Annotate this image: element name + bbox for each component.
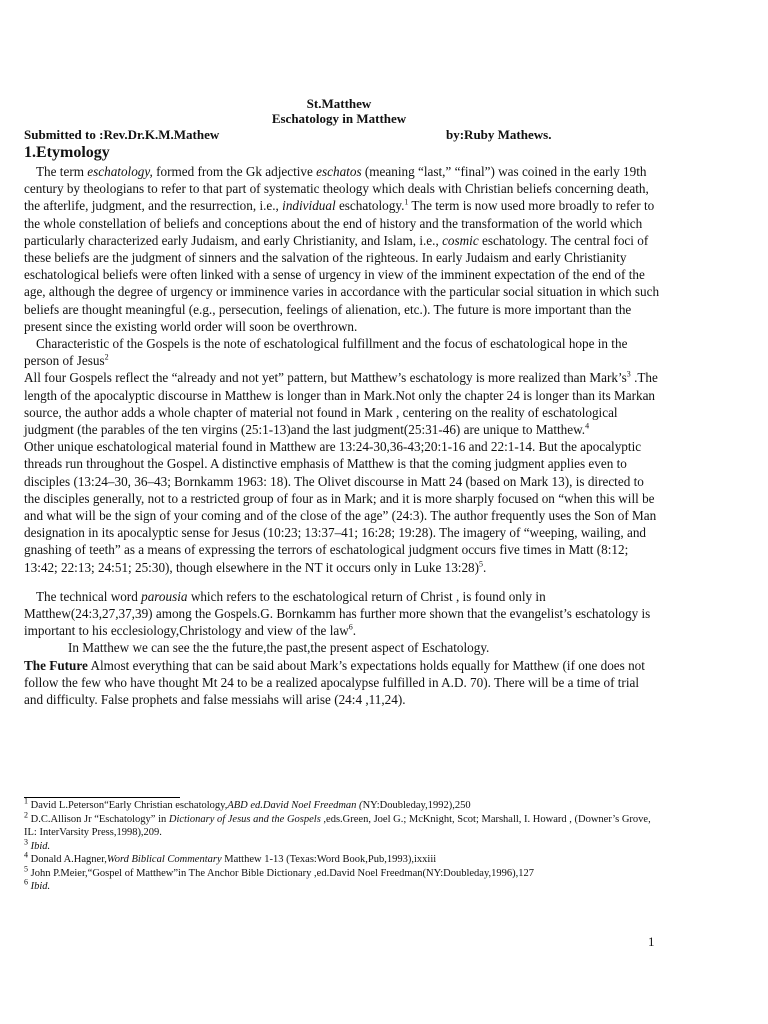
footnote-ref: 4 — [585, 421, 590, 431]
paragraph-etymology: The term eschatology, formed from the Gk adjective eschatos (meaning “last,” “final”) was coined in the early 19th century by theologians to refer to that part of systematic theology which deals with Christian beliefs concerning death, the afterlife, judgment, and the resurrection, i.e., individual eschatology.$^1$ The term is now used more broadly to refer to the whole constellation of beliefs and conceptions about the end of history and the transformation of the world which particularly characterized early Judaism, and early Christianity, and Islam, i.e., cosmic eschatology. The central foci of these beliefs are the judgment of sinners and the salvation of the righteous. In early Judaism and early Christianity eschatological beliefs were often linked with a sense of urgency in view of the imminent expectation of the end of the age, although the degree of urgency or imminence varies in accordance with the particular social situation in which such beliefs are thought meaningful (e.g., persecution, feelings of alienation, etc.). The future is more important than the present since the existing world order will soon be overthrown. — [24, 164, 660, 334]
footnote-ref: 3 — [626, 370, 631, 380]
section-heading: 1.Etymology — [24, 144, 110, 161]
footnote-3: $^3$ Ibid. — [24, 837, 51, 852]
main-text — [24, 163, 660, 708]
paragraph-already-not-yet: All four Gospels reflect the “already and not yet” pattern, but Matthew’s eschatology is more realized than $Mark’s^3$ .The length of the apocalyptic discourse in Matthew is longer than in Mark.Not only the chapter 24 is longer than its Markan source, the author adds a whole chapter of material not found in Mark , centering on the reality of eschatological judgment (the parables of the ten virgins (25:1-13)and the last judgment(25:31-46) are unique to Matthew.$^4$ — [24, 370, 658, 438]
footnote-5: $^5$ John P.Meier,“Gospel of Matthew”in The Anchor Bible Dictionary ,ed.David Noel Freedman(NY:Doubleday,1996),127 — [24, 864, 535, 879]
future-label: The Future — [24, 657, 88, 673]
footnote-1: $^1$ David L.Peterson“Early Christian eschatology,ABD ed.David Noel Freedman (NY:Doubleday,1992),250 — [24, 796, 471, 811]
paragraph-aspects: In Matthew we can see the the future,the past,the present aspect of Eschatology. — [68, 640, 490, 656]
footnote-ref: 2 — [104, 352, 109, 362]
footnotes — [24, 796, 660, 894]
submitted-by: by:Ruby Mathews. — [446, 127, 552, 142]
submitted-to: Submitted to :Rev.Dr.K.M.Mathew — [24, 127, 220, 142]
blank-line — [24, 576, 660, 588]
footnote-ref: 6 — [348, 622, 353, 632]
footnote-divider — [24, 797, 180, 798]
page-number: 1 — [648, 934, 655, 949]
paragraph-future: The Future Almost everything that can be said about Mark’s expectations holds equally for Matthew (if one does not follow the few who have thought Mt 24 to be a realized apocalypse fulfilled in A.D. 70). There will be a time of trial and difficulty. False prophets and false messiahs will arise (24:4 ,11,24). — [24, 657, 645, 708]
paragraph-unique-material: Other unique eschatological material found in Matthew are 13:24-30,36-43;20:1-16 and 22:1-14. But the apocalyptic threads run throughout the Gospel. A distinctive emphasis of Matthew is that the coming judgment applies even to disciples (13:24–30, 36–43; Bornkamm 1963: 18). The Olivet discourse in Matt 24 (based on Mark 13), is directed to the disciples generally, not to a restricted group of four as in Mark; and it is more sharply focused on “when this will be and what will be the sign of your coming and of the close of the age” (24:3). The author frequently uses the Son of Man designation in its apocalyptic sense for Jesus (10:23; 13:37–41; 16:28; 19:28). The imagery of “weeping, wailing, and gnashing of teeth” as a means of expressing the terrors of eschatological judgment occurs five times in Matt (8:12; 13:42; 22:13; 24:51; 25:30), though elsewhere in the NT it occurs only in Luke 13:28)$^5$. — [24, 439, 657, 575]
footnote-ref: 5 — [479, 559, 484, 569]
footnote-6: $^6$ Ibid. — [24, 877, 51, 892]
footnote-4: $^4$ Donald A.Hagner,Word Biblical Commentary Matthew 1-13 (Texas:Word Book,Pub,1993),ixxiii — [24, 850, 437, 865]
footnote-ref: 1 — [404, 198, 409, 208]
paragraph-gospels: Characteristic of the Gospels is the note of eschatological fulfillment and the focus of eschatological hope in the person of Jesus$^2$ — [24, 336, 628, 369]
footnote-2: $^2$ D.C.Allison Jr “Eschatology” in Dictionary of Jesus and the Gospels ,eds.Green, Joel G.; McKnight, Scot; Marshall, I. Howard , (Downer’s Grove, IL: InterVarsity Press,1998),209. — [24, 810, 651, 838]
course-title: St.Matthew — [306, 96, 372, 111]
submission-line — [24, 127, 654, 143]
document-title: Eschatology in Matthew — [271, 111, 407, 126]
paragraph-parousia: The technical word parousia which refers to the eschatological return of Christ , is found only in Matthew(24:3,27,37,39) among the Gospels.G. Bornkamm has further more shown that the evangelist’s eschatology is important to his ecclesiology,Christology and view of the law$^6$. — [24, 588, 651, 639]
